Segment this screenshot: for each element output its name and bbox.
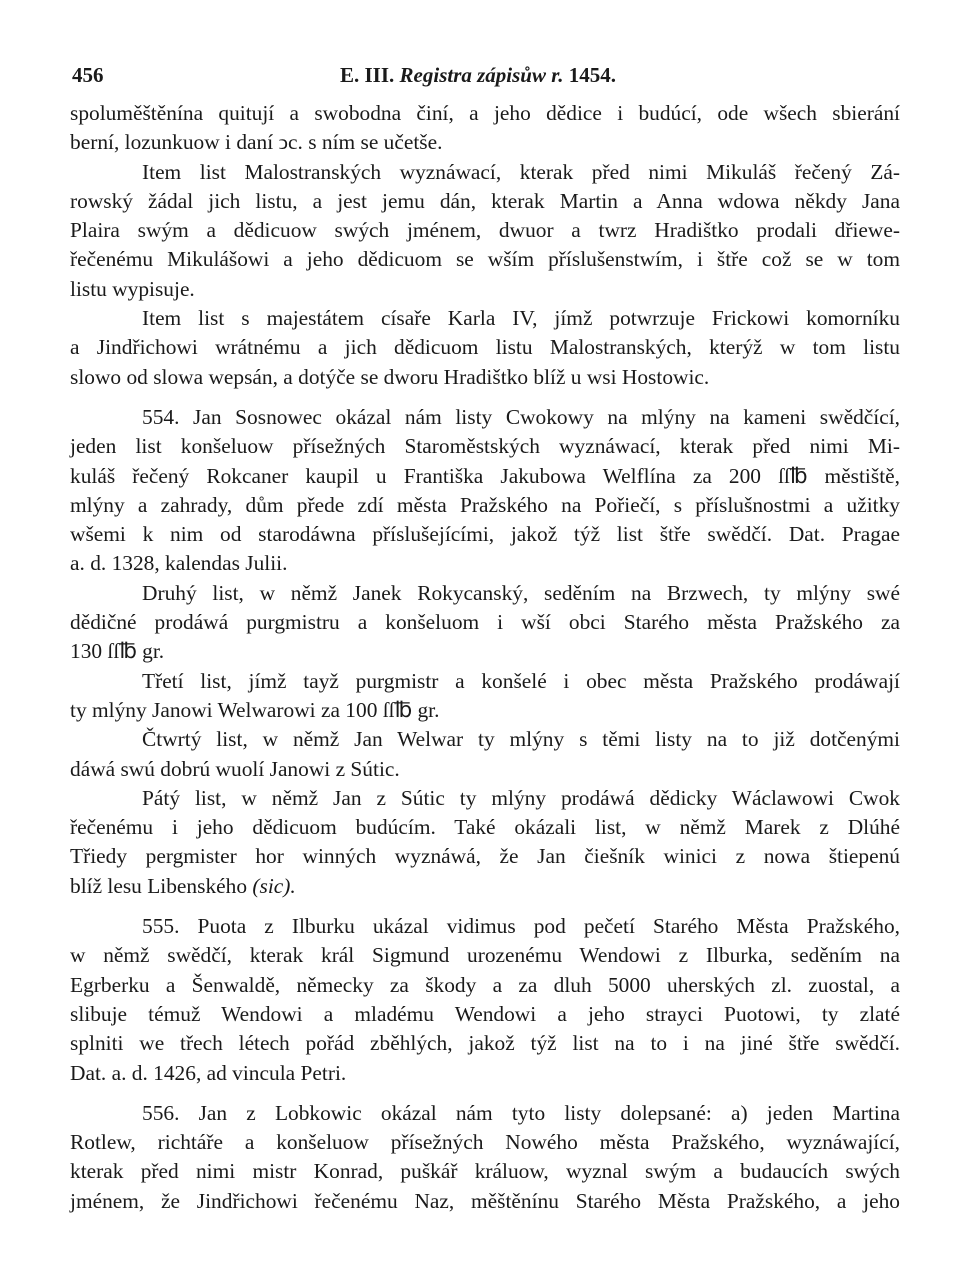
paragraph (70, 725, 900, 784)
body-text (70, 99, 900, 1216)
line-text: Čtwrtý list, w němž Jan Welwar ty mlýny s těmi listy na to již dotčenými (142, 727, 900, 752)
text-line (70, 872, 900, 901)
line-text: Třetí list, jímž tayž purgmistr a konšelé i obec města Pražského prodáwají (142, 668, 900, 693)
text-line (70, 941, 900, 970)
text-line (70, 725, 900, 754)
text-line (70, 333, 900, 362)
line-text: splniti we třech létech pořád zběhlých, jakož týž list na to i na jiné štře swědčí. (70, 1031, 900, 1056)
paragraph (70, 304, 900, 392)
text-line (70, 403, 900, 432)
line-text: slibuje témuž Wendowi a mladému Wendowi a jeho strayci Puotowi, ty zlaté (70, 1001, 900, 1026)
line-text: listu wypisuje. (70, 276, 195, 301)
sic-note: (sic). (252, 873, 296, 898)
line-text: Rotlew, richtáře a konšeluow přísežných Nowého města Pražského, wyznáwající, (70, 1130, 900, 1155)
text-line (70, 99, 900, 128)
paragraph-gap (70, 901, 900, 912)
text-line (70, 579, 900, 608)
line-text: a Jindřichowi wrátnému a jich dědicuom listu Malostranských, kterýž w tom listu (70, 335, 900, 360)
line-text: w němž swědčí, kterak král Sigmund urozenému Wendowi z Ilburka, seděním na (70, 943, 900, 968)
text-line (70, 608, 900, 637)
text-line (70, 842, 900, 871)
text-line (70, 158, 900, 187)
line-text: wšemi k nim od starodáwna příslušejícími, jakož týž list štře swědčí. Dat. Pragae (70, 522, 900, 547)
paragraph (70, 1099, 900, 1216)
line-text: řečenému Mikulášowi a jeho dědicuom se wším příslušenstwím, i štře což se w tom (70, 247, 900, 272)
text-line (70, 1128, 900, 1157)
text-line (70, 755, 900, 784)
running-header (70, 55, 900, 85)
line-text: spoluměštěnína quitují a swobodna činí, a jeho dědice i budúcí, ode wšech sbierání (70, 101, 900, 125)
line-text: jménem, že Jindřichowi řečenému Naz, měštěnínu Starého Města Pražského, a jeho (70, 1188, 900, 1213)
text-line (70, 187, 900, 216)
line-text: dáwá swú dobrú wuolí Janowi z Sútic. (70, 756, 400, 781)
text-line (70, 128, 900, 157)
text-line (70, 1157, 900, 1186)
line-text: řečenému i jeho dědicuom budúcím. Také okázali list, w němž Marek z Dlúhé (70, 815, 900, 840)
line-text: Druhý list, w němž Janek Rokycanský, seděním na Brzwech, ty mlýny swé (142, 580, 900, 605)
paragraph-gap (70, 1088, 900, 1099)
paragraph (70, 667, 900, 726)
line-text: dědičné prodáwá purgmistru a konšeluom i wší obci Starého města Pražského za (70, 610, 900, 635)
text-line (70, 275, 900, 304)
line-text: 556. Jan z Lobkowic okázal nám tyto listy dolepsané: a) jeden Martina (142, 1100, 900, 1125)
running-title (340, 61, 616, 90)
paragraph (70, 403, 900, 579)
paragraph (70, 912, 900, 1088)
text-line (70, 245, 900, 274)
text-line (70, 637, 900, 666)
line-text: Dat. a. d. 1426, ad vincula Petri. (70, 1060, 347, 1085)
text-line (70, 971, 900, 1000)
text-line (70, 363, 900, 392)
section-label: E. III. (340, 63, 395, 87)
line-text: Item list s majestátem císaře Karla IV, jímž potwrzuje Frickowi komorníku (142, 306, 900, 331)
text-line (70, 1059, 900, 1088)
line-text: ty mlýny Janowi Welwarowi za 100 ſſ℔ gr. (70, 697, 440, 722)
line-text: mlýny a zahrady, dům přede zdí města Pražského na Pořiečí, s příslušnostmi a užitky (70, 492, 900, 517)
title-italic: Registra zápisůw r. (399, 63, 564, 87)
line-text: Item list Malostranských wyznáwací, kterak před nimi Mikuláš řečený Zá- (142, 159, 900, 184)
line-text: kuláš řečený Rokcaner kaupil u Františka Jakubowa Welflína za 200 ſſ℔ městiště, (70, 463, 900, 488)
line-text: jeden list konšeluow přísežných Staroměstských wyznáwací, kterak před nimi Mi- (70, 434, 900, 459)
paragraph (70, 784, 900, 901)
line-text: Třiedy pergmister hor winných wyznáwá, že Jan čiešník winici z nowa štiepenú (70, 844, 900, 869)
text-line (70, 304, 900, 333)
line-text: Egrberku a Šenwaldě, německy za škody a za dluh 5000 uherských zl. zuostal, a (70, 972, 900, 997)
line-text: slowo od slowa wepsán, a dotýče se dworu Hradištko blíž u wsi Hostowic. (70, 364, 710, 389)
header-year: 1454. (568, 63, 617, 87)
line-text: a. d. 1328, kalendas Julii. (70, 551, 288, 576)
line-text: berní, lozunkuow i daní ͻc. s ním se učetše. (70, 130, 443, 155)
line-text: 130 ſſ℔ gr. (70, 639, 165, 664)
page-number: 456 (72, 63, 104, 87)
line-text: kterak před nimi mistr Konrad, puškář králuow, wyznal swým a budaucích swých (70, 1159, 900, 1184)
paragraph-gap (70, 392, 900, 403)
document-page (70, 55, 900, 1216)
text-line (70, 216, 900, 245)
line-text: 554. Jan Sosnowec okázal nám listy Cwokowy na mlýny na kameni swědčící, (142, 404, 900, 429)
text-line (70, 1187, 900, 1216)
line-text: 555. Puota z Ilburku ukázal vidimus pod pečetí Starého Města Pražského, (142, 914, 900, 939)
text-line (70, 784, 900, 813)
text-line (70, 491, 900, 520)
text-line (70, 549, 900, 578)
paragraph (70, 579, 900, 667)
text-line (70, 1000, 900, 1029)
line-text: rowský žádal jich listu, a jest jemu dán, kterak Martin a Anna wdowa někdy Jana (70, 188, 900, 213)
text-line (70, 1029, 900, 1058)
line-text: Plaira swým a dědicuow swých jménem, dwuor a twrz Hradištko prodali dřiewe- (70, 218, 900, 243)
text-line (70, 520, 900, 549)
text-line (70, 813, 900, 842)
text-line (70, 696, 900, 725)
text-line (70, 667, 900, 696)
text-line (70, 432, 900, 461)
paragraph (70, 158, 900, 304)
line-text: blíž lesu Libenského (70, 873, 248, 898)
paragraph (70, 99, 900, 158)
text-line (70, 1099, 900, 1128)
text-line (70, 912, 900, 941)
line-text: Pátý list, w němž Jan z Sútic ty mlýny prodáwá dědicky Wáclawowi Cwok (142, 785, 900, 810)
text-line (70, 462, 900, 491)
